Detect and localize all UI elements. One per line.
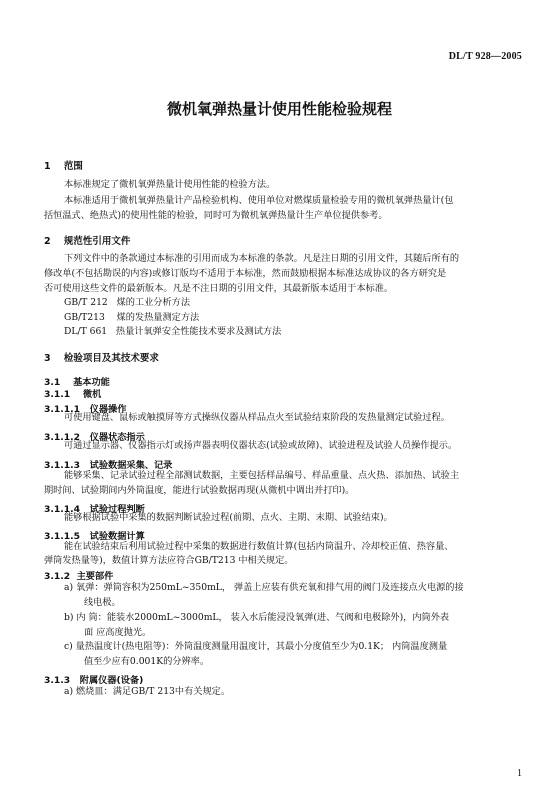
clause-number: 3.1.1.1 — [44, 404, 81, 415]
paragraph-line: 本标准规定了微机氧弹热量计使用性能的检验方法。 — [64, 179, 276, 190]
paragraph-line: 弹筒发热量等)，数值计算方法应符合GB/T213 中相关规定。 — [44, 555, 294, 566]
clause-title: 仪器操作 — [89, 404, 127, 415]
clause-heading — [44, 457, 172, 471]
reference-item — [64, 312, 199, 324]
list-item-continuation: 面 应高度抛光。 — [84, 627, 152, 638]
section-number: 1 — [44, 161, 51, 172]
section-title: 检验项目及其技术要求 — [63, 353, 159, 364]
section-2-heading — [44, 233, 130, 247]
subsection-number: 3.1 — [44, 377, 61, 388]
clause-title: 试验数据采集、记录 — [89, 460, 173, 471]
list-item — [64, 582, 464, 594]
reference-code: DL/T 661 — [64, 326, 108, 337]
list-item-continuation: 线电极。 — [84, 597, 121, 608]
subsection-title: 微机 — [82, 389, 102, 400]
paragraph-line: 否可使用这些文件的最新版本。凡是不注日期的引用文件，其最新版本适用于本标准。 — [44, 283, 394, 294]
subsection-title: 基本功能 — [73, 377, 110, 388]
clause-title: 试验数据计算 — [89, 531, 145, 542]
subsection-title: 主要部件 — [76, 571, 114, 582]
section-3-heading — [44, 350, 159, 364]
subsection-number: 3.1.1 — [44, 389, 71, 400]
reference-item — [64, 297, 190, 309]
list-item — [64, 686, 230, 698]
list-item — [64, 612, 449, 624]
clause-number: 3.1.1.4 — [44, 504, 81, 515]
paragraph-line: 能够采集、记录试验过程全部测试数据，主要包括样品编号、样品重量、点火热、添加热、试验主 — [64, 470, 460, 481]
list-item-text: 燃烧皿：满足GB/T 213中有关规定。 — [75, 686, 231, 697]
clause-title: 试验过程判断 — [89, 504, 145, 515]
clause-title: 仪器状态指示 — [89, 432, 145, 443]
section-number: 2 — [44, 236, 51, 247]
list-item — [64, 641, 447, 653]
clause-heading — [44, 528, 145, 542]
reference-code: GB/T 212 — [64, 297, 108, 308]
list-item-text: 氧弹：弹筒容积为250mL~350mL， 弹盖上应装有供充氧和排气用的阀门及连接点火电源的接 — [75, 582, 464, 593]
paragraph-line: 期时间、试验期间内外筒温度，能进行试验数据再现(从微机中调出并打印)。 — [44, 485, 355, 496]
section-title: 规范性引用文件 — [63, 236, 131, 247]
document-title: 微机氧弹热量计使用性能检验规程 — [166, 100, 392, 118]
paragraph-line: 可通过显示器、仪器指示灯或扬声器表明仪器状态(试验或故障)、试验进程及试验人员操作提示。 — [64, 440, 458, 451]
list-marker: a) — [64, 582, 74, 593]
list-marker: c) — [64, 641, 73, 652]
list-item-continuation: 值至少应有0.001K的分辨率。 — [84, 656, 210, 667]
page-number: 1 — [517, 768, 522, 779]
list-marker: a) — [64, 686, 74, 697]
list-marker: b) — [64, 612, 74, 623]
subsection-heading — [44, 386, 101, 400]
paragraph-line: 本标准适用于微机氧弹热量计产品检验机构、使用单位对燃煤质量检验专用的微机氧弹热量计(包 — [64, 195, 454, 206]
paragraph-line: 可使用键盘、鼠标或触摸屏等方式操纵仪器从样品点火至试验结束阶段的发热量测定试验过程。 — [64, 412, 450, 423]
subsection-heading — [44, 672, 143, 686]
paragraph-line: 括恒温式、绝热式)的使用性能的检验，同时可为微机氧弹热量计生产单位提供参考。 — [44, 210, 388, 221]
paragraph-line: 能够根据试验中采集的数据判断试验过程(前期、点火、主期、末期、试验结束)。 — [64, 512, 393, 523]
subsection-title: 附属仪器(设备) — [79, 675, 144, 686]
subsection-number: 3.1.3 — [44, 675, 71, 686]
section-1-heading — [44, 158, 83, 172]
standard-number: DL/T 928—2005 — [448, 51, 522, 62]
section-number: 3 — [44, 353, 51, 364]
subsection-number: 3.1.2 — [44, 571, 71, 582]
reference-item — [64, 326, 281, 338]
reference-code: GB/T213 — [64, 312, 105, 323]
paragraph-line: 修改单(不包括勘误的内容)或修订版均不适用于本标准，然而鼓励根据本标准达成协议的各方研究是 — [44, 268, 447, 279]
reference-name: 热量计氧弹安全性能技术要求及测试方法 — [115, 326, 282, 337]
clause-number: 3.1.1.2 — [44, 432, 81, 443]
reference-name: 煤的工业分析方法 — [116, 297, 191, 308]
paragraph-line: 下列文件中的条款通过本标准的引用而成为本标准的条款。凡是注日期的引用文件，其随后所有的 — [64, 253, 460, 264]
section-title: 范围 — [63, 161, 83, 172]
clause-number: 3.1.1.3 — [44, 460, 81, 471]
list-item-text: 量热温度计(热电阻等)：外筒温度测量用温度计，其最小分度值至少为0.1K； 内筒温度测量 — [75, 641, 448, 652]
subsection-heading — [44, 568, 113, 582]
reference-name: 煤的发热量测定方法 — [116, 312, 200, 323]
list-item-text: 内 筒：能装水2000mL~3000mL， 装入水后能浸没氧弹(进、气阀和电极除外)，内筒外表 — [76, 612, 450, 623]
clause-number: 3.1.1.5 — [44, 531, 81, 542]
paragraph-line: 能在试验结束后利用试验过程中采集的数据进行数值计算(包括内筒温升、冷却校正值、热容量、 — [64, 541, 454, 552]
